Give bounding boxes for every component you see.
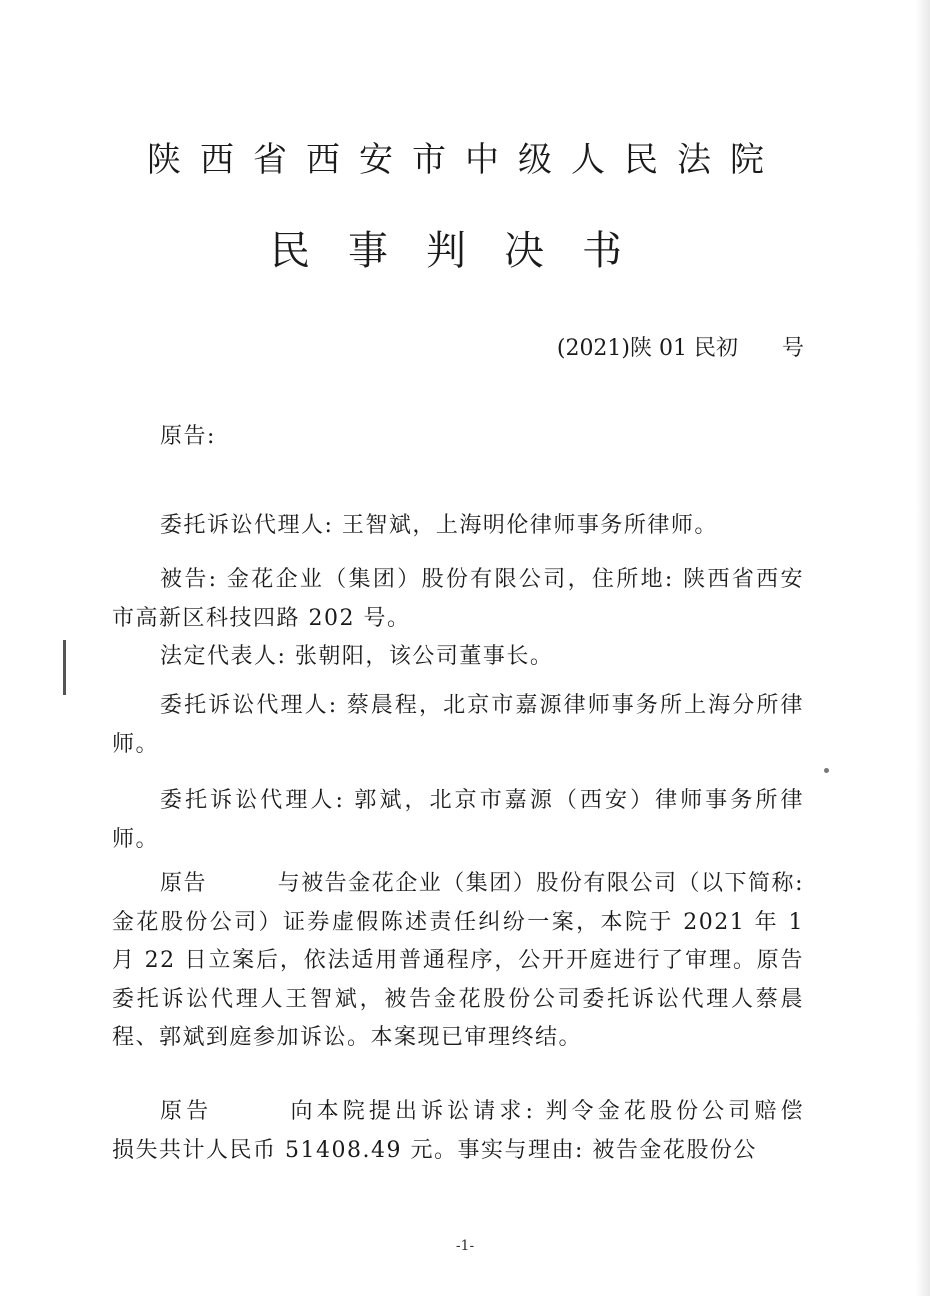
defendant-line: 被告: 金花企业（集团）股份有限公司，住所地: 陕西省西安市高新区科技四路 202 号。 xyxy=(112,567,804,631)
court-name: 陕西省西安市中级人民法院 xyxy=(147,140,783,180)
scan-artifact-line xyxy=(63,640,66,695)
scan-edge-shadow xyxy=(916,0,930,1296)
document-type-title: 民事判决书 xyxy=(270,228,660,274)
plaintiff-agent-line: 委托诉讼代理人: 王智斌，上海明伦律师事务所律师。 xyxy=(160,513,718,538)
defendant-agent-line-1: 委托诉讼代理人: 蔡晨程，北京市嘉源律师事务所上海分所律师。 xyxy=(112,693,804,757)
defendant-agent-line-2: 委托诉讼代理人: 郭斌，北京市嘉源（西安）律师事务所律师。 xyxy=(112,788,804,852)
plaintiff-line: 原告: xyxy=(160,424,216,449)
claims-paragraph: 原告 向本院提出诉讼请求: 判令金花股份公司赔偿 损失共计人民币 51408.49 元。事实与理由: 被告金花股份公 xyxy=(112,1099,875,1163)
case-number: (2021)陕 01 民初 号 xyxy=(556,336,804,361)
scan-artifact-dot xyxy=(824,768,829,773)
case-summary-paragraph: 原告 与被告金花企业（集团）股份有限公司（以下简称: 金花股份公司）证券虚假陈述责任纠纷一案，本院于 2021 年 1 月 22 日立案后，依法适用普通程序，公开开庭进行了审理。原告 委托诉讼代理人王智斌，被告金花股份公司委托诉讼代理人蔡晨程、郭斌到庭参加诉讼。本案现已审理终结。 xyxy=(112,871,875,1050)
page-number: -1- xyxy=(455,1238,475,1254)
legal-representative-line: 法定代表人: 张朝阳，该公司董事长。 xyxy=(160,644,554,669)
